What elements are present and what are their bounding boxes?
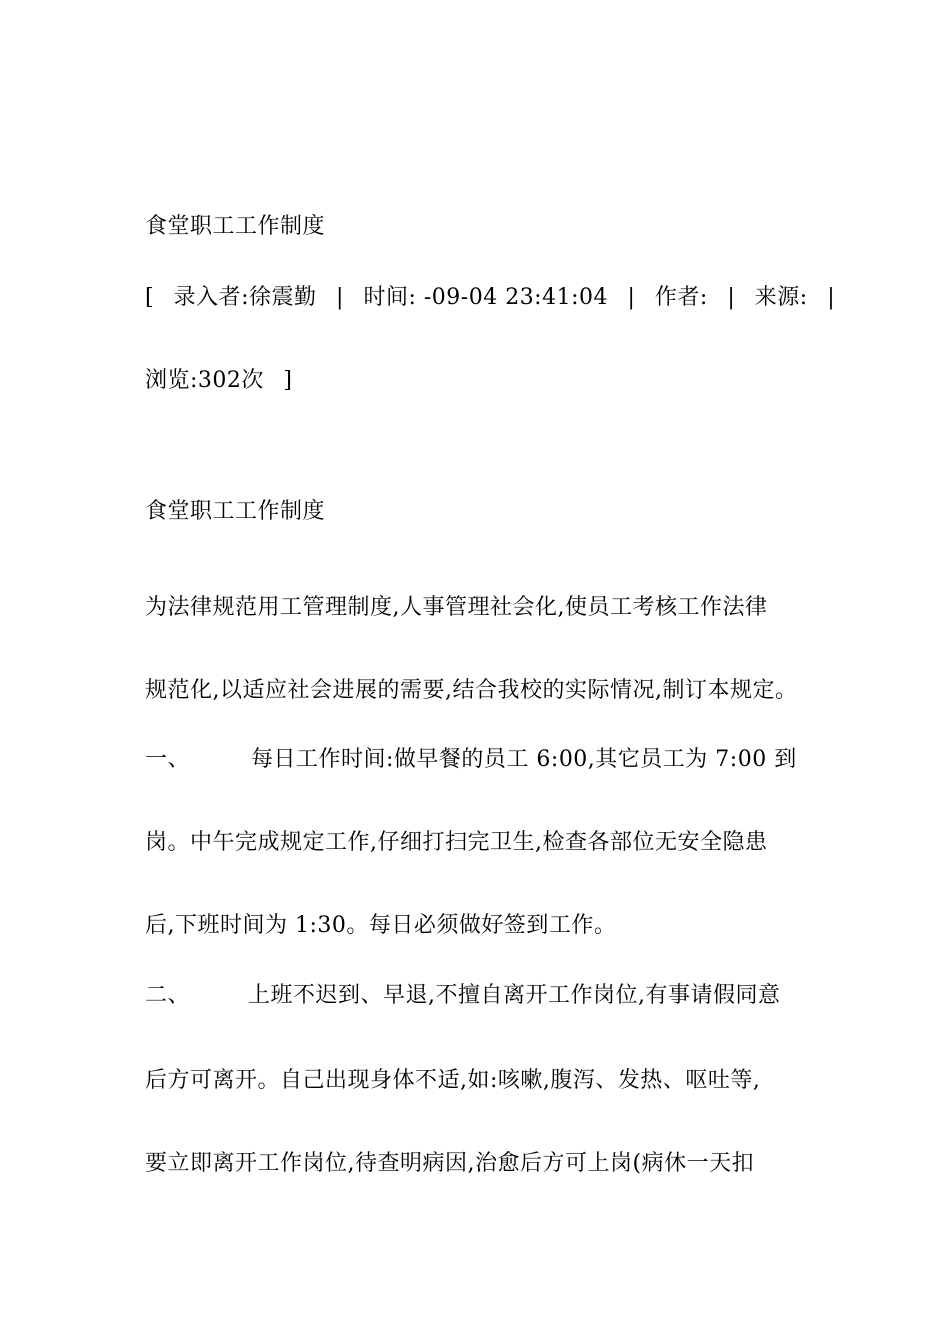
document-title: 食堂职工工作制度 <box>145 214 326 239</box>
section-title: 食堂职工工作制度 <box>145 499 326 524</box>
paragraph-line: 要立即离开工作岗位,待查明病因,治愈后方可上岗(病休一天扣 <box>145 1151 755 1176</box>
meta-source: 来源: <box>754 285 808 310</box>
meta-entry: 录入者:徐震勤 <box>173 285 317 310</box>
meta-open-bracket: [ <box>145 285 155 310</box>
paragraph-line: 后方可离开。自己出现身体不适,如:咳嗽,腹泻、发热、呕吐等, <box>145 1068 761 1093</box>
list-item-text: 每日工作时间:做早餐的员工 6:00,其它员工为 7:00 到 <box>251 747 797 772</box>
meta-close-bracket: ] <box>283 368 293 393</box>
list-number: 一、 <box>145 747 191 772</box>
meta-separator: | <box>336 285 344 310</box>
paragraph-line: 规范化,以适应社会进展的需要,结合我校的实际情况,制订本规定。 <box>145 678 798 703</box>
paragraph-line: 为法律规范用工管理制度,人事管理社会化,使员工考核工作法律 <box>145 595 768 620</box>
list-item-text: 上班不迟到、早退,不擅自离开工作岗位,有事请假同意 <box>248 983 781 1008</box>
meta-separator: | <box>627 285 636 310</box>
meta-views: 浏览:302次 <box>145 368 264 393</box>
meta-author: 作者: <box>654 285 708 310</box>
paragraph-line: 岗。中午完成规定工作,仔细打扫完卫生,检查各部位无安全隐患 <box>145 830 768 855</box>
list-number: 二、 <box>145 983 191 1008</box>
meta-info-line <box>145 283 847 313</box>
list-item-2 <box>145 981 781 1011</box>
meta-separator: | <box>727 285 736 310</box>
meta-separator: | <box>827 285 836 310</box>
meta-views-line <box>145 366 293 396</box>
meta-time: 时间: -09-04 23:41:04 <box>363 285 608 310</box>
paragraph-line: 后,下班时间为 1:30。每日必须做好签到工作。 <box>145 913 617 938</box>
list-item-1 <box>145 745 797 775</box>
